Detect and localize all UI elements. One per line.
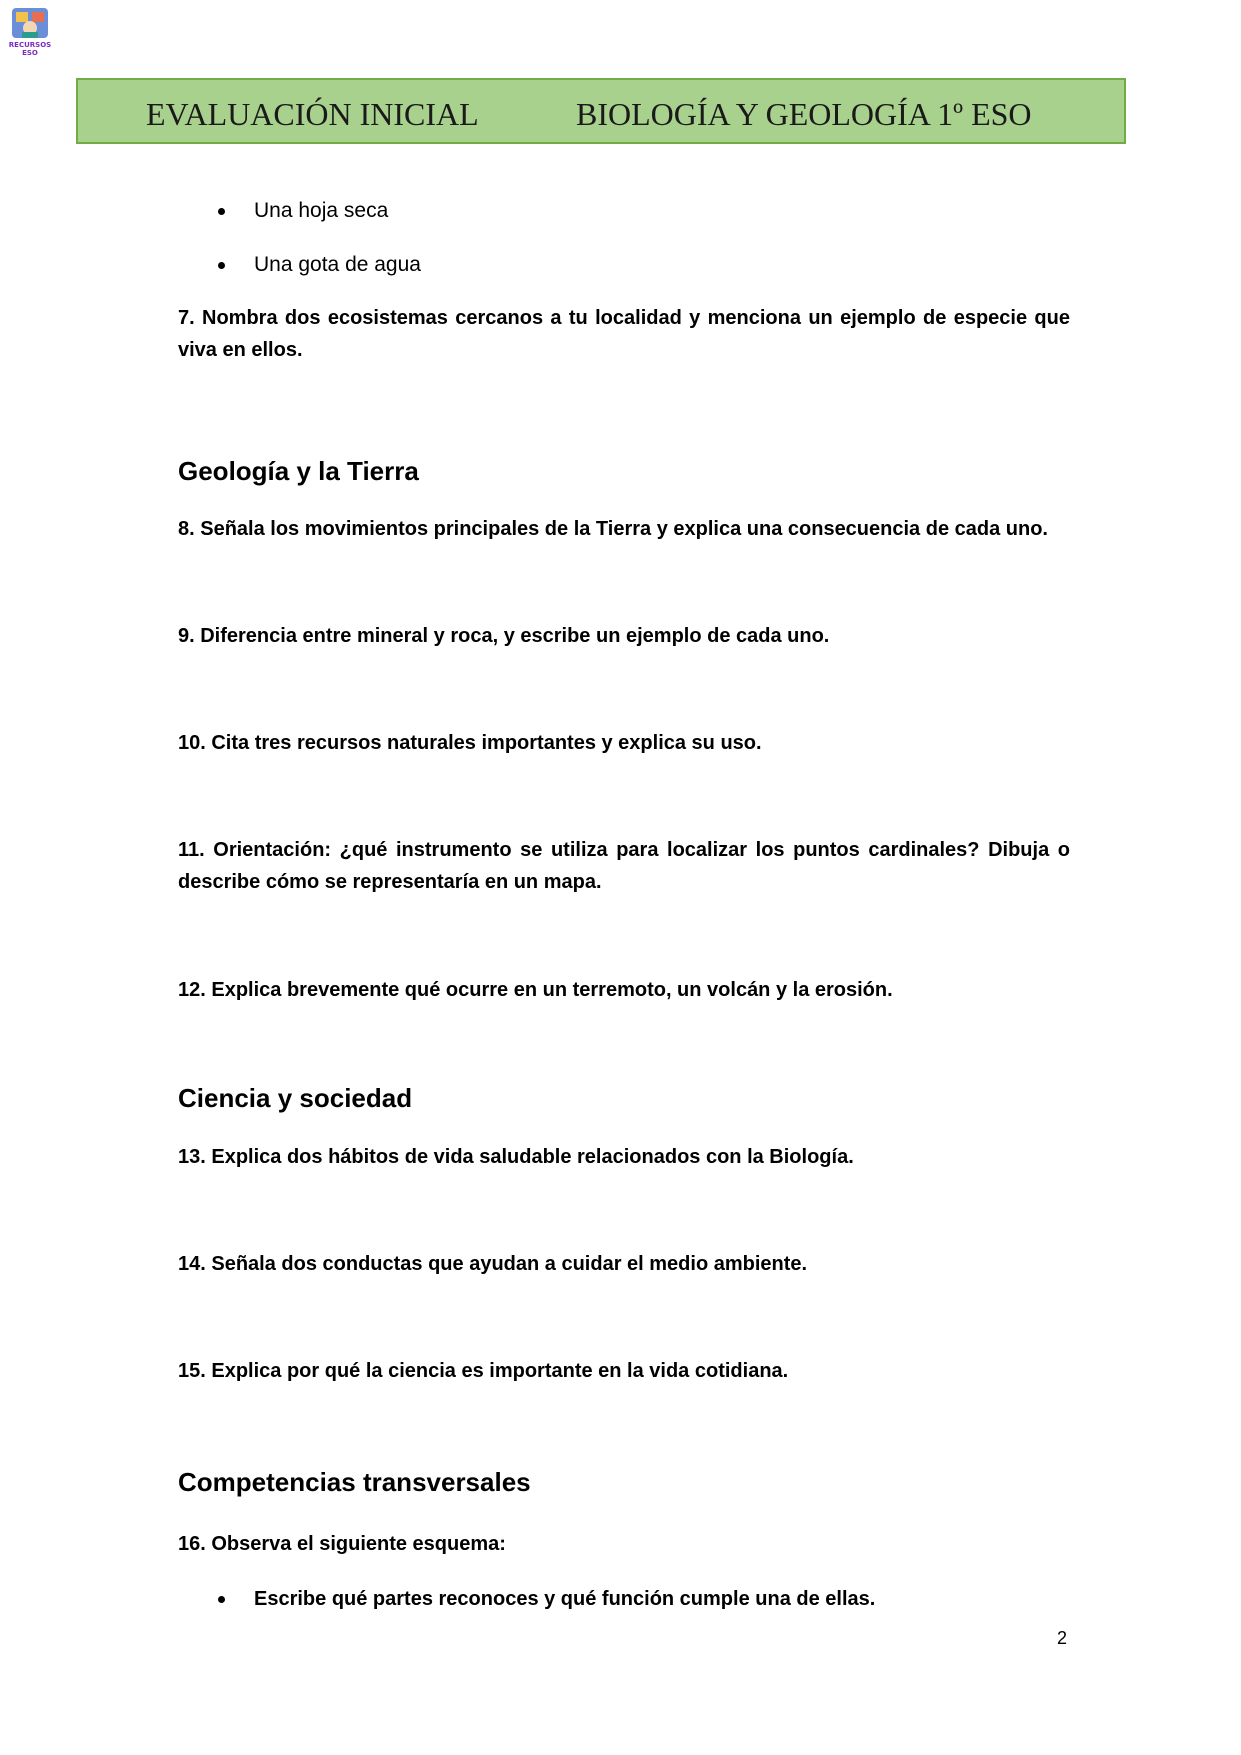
header-banner [76,78,1126,144]
page-number: 2 [1057,1628,1068,1648]
bullet-icon [218,208,225,215]
question-10: 10. Cita tres recursos naturales importantes y explica su uso. [178,732,762,754]
question-16: 16. Observa el siguiente esquema: [178,1533,506,1555]
bullet-icon [218,1596,225,1603]
bullet-icon [218,262,225,269]
question-14: 14. Señala dos conductas que ayudan a cuidar el medio ambiente. [178,1253,808,1275]
svg-text:ESO: ESO [22,49,38,57]
header-right-title: BIOLOGÍA Y GEOLOGÍA 1º ESO [576,96,1032,132]
question-15: 15. Explica por qué la ciencia es importante en la vida cotidiana. [178,1360,789,1382]
svg-text:RECURSOS: RECURSOS [8,41,52,49]
question-7: 7. Nombra dos ecosistemas cercanos a tu localidad y menciona un ejemplo de especie que viva en ellos. [178,307,1070,361]
logo [8,4,52,58]
question-8: 8. Señala los movimientos principales de la Tierra y explica una consecuencia de cada uno. [178,518,1048,540]
section-heading-geologia: Geología y la Tierra [178,456,419,486]
section-heading-competencias: Competencias transversales [178,1467,531,1497]
section-heading-ciencia: Ciencia y sociedad [178,1083,413,1113]
list-item-text: Una gota de agua [254,253,421,276]
list-item-text: Escribe qué partes reconoces y qué función cumple una de ellas. [254,1588,876,1610]
question-11: 11. Orientación: ¿qué instrumento se utiliza para localizar los puntos cardinales? Dibuja o describe cómo se representaría en un mapa. [178,839,1070,893]
header-left-title: EVALUACIÓN INICIAL [146,96,479,132]
question-9: 9. Diferencia entre mineral y roca, y escribe un ejemplo de cada uno. [178,625,830,647]
list-item-text: Una hoja seca [254,199,389,222]
question-13: 13. Explica dos hábitos de vida saludable relacionados con la Biología. [178,1146,854,1168]
question-12: 12. Explica brevemente qué ocurre en un terremoto, un volcán y la erosión. [178,979,893,1001]
